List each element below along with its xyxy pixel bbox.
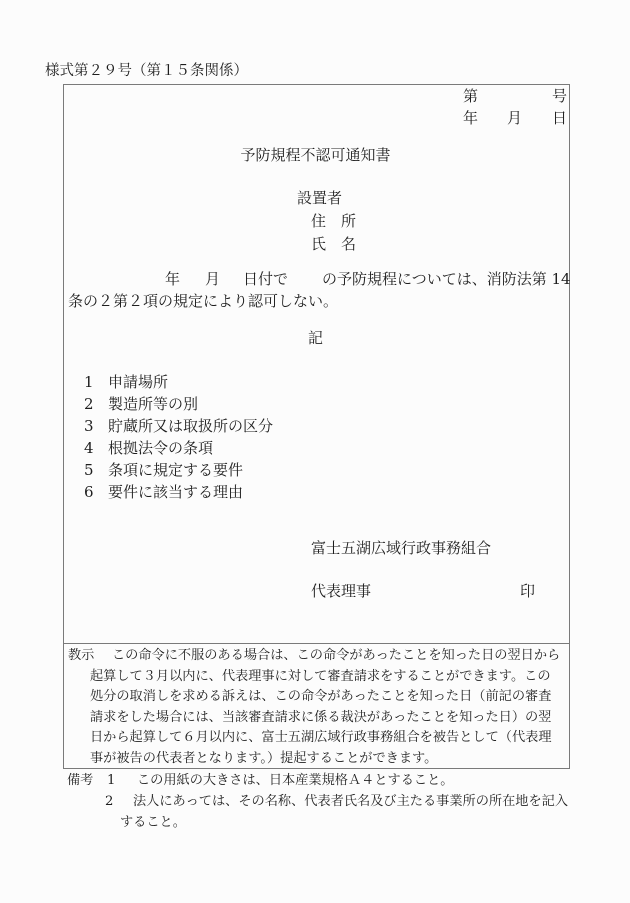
body-line2: 条の２第２項の規定により認可しない。 [68, 292, 339, 310]
document-title: 予防規程不認可通知書 [240, 146, 391, 164]
date-day-label: 日 [552, 109, 568, 127]
list-item-label: 要件に該当する理由 [108, 483, 244, 501]
issuer-organization: 富士五湖広域行政事務組合 [311, 539, 492, 557]
list-item-number: 1 [84, 373, 94, 391]
list-item-label: 製造所等の別 [108, 395, 199, 413]
remark-item-text-continuation: すること。 [120, 815, 186, 830]
list-item-number: 2 [84, 395, 94, 413]
form-number: 様式第２９号（第１５条関係） [45, 63, 248, 79]
doc-number-suffix: 号 [552, 87, 568, 105]
list-item-number: 5 [84, 461, 94, 479]
body-month-label: 月 [205, 270, 221, 288]
instruction-line: 事が被告の代表者となります。）提起することができます。 [90, 751, 438, 766]
notice-box [63, 84, 570, 644]
installer-label: 設置者 [297, 189, 343, 207]
list-item-number: 4 [84, 439, 94, 457]
date-month-label: 月 [507, 109, 523, 127]
ki-heading: 記 [307, 329, 323, 347]
instruction-line: 起算して３月以内に、代表理事に対して審査請求をすることができます。この [90, 669, 551, 684]
list-item-label: 貯蔵所又は取扱所の区分 [108, 417, 274, 435]
instruction-line: 処分の取消しを求める訴えは、この命令があったことを知った日（前記の審査 [90, 689, 552, 704]
representative-title: 代表理事 [311, 582, 372, 600]
date-year-label: 年 [463, 109, 479, 127]
body-clause: の予防規程については、消防法第 14 [322, 270, 571, 288]
list-item-label: 根拠法令の条項 [108, 439, 214, 457]
remarks-label: 備考 [67, 773, 94, 788]
remark-item-number: 2 [105, 794, 114, 809]
list-item-number: 6 [84, 483, 94, 501]
body-year-label: 年 [165, 270, 181, 288]
instruction-line: この命令に不服のある場合は、この命令があったことを知った日の翌日から [112, 648, 561, 663]
instruction-label: 教示 [68, 648, 95, 663]
body-day-label: 日付で [243, 270, 289, 288]
doc-number-prefix: 第 [463, 87, 479, 105]
remark-item-number: 1 [107, 773, 116, 788]
list-item-number: 3 [84, 417, 94, 435]
address-label: 住 所 [311, 212, 357, 230]
remark-item-text: 法人にあっては、その名称、代表者氏名及び主たる事業所の所在地を記入 [133, 794, 569, 809]
instruction-line: 請求をした場合には、当該審査請求に係る裁決があったことを知った日）の翌 [90, 710, 552, 725]
list-item-label: 条項に規定する要件 [108, 461, 244, 479]
seal-mark: 印 [520, 582, 536, 600]
instruction-line: 日から起算して６月以内に、富士五湖広域行政事務組合を被告として（代表理 [90, 730, 552, 745]
list-item-label: 申請場所 [108, 373, 169, 391]
name-label: 氏 名 [311, 235, 357, 253]
remark-item-text: この用紙の大きさは、日本産業規格Ａ４とすること。 [137, 773, 454, 788]
